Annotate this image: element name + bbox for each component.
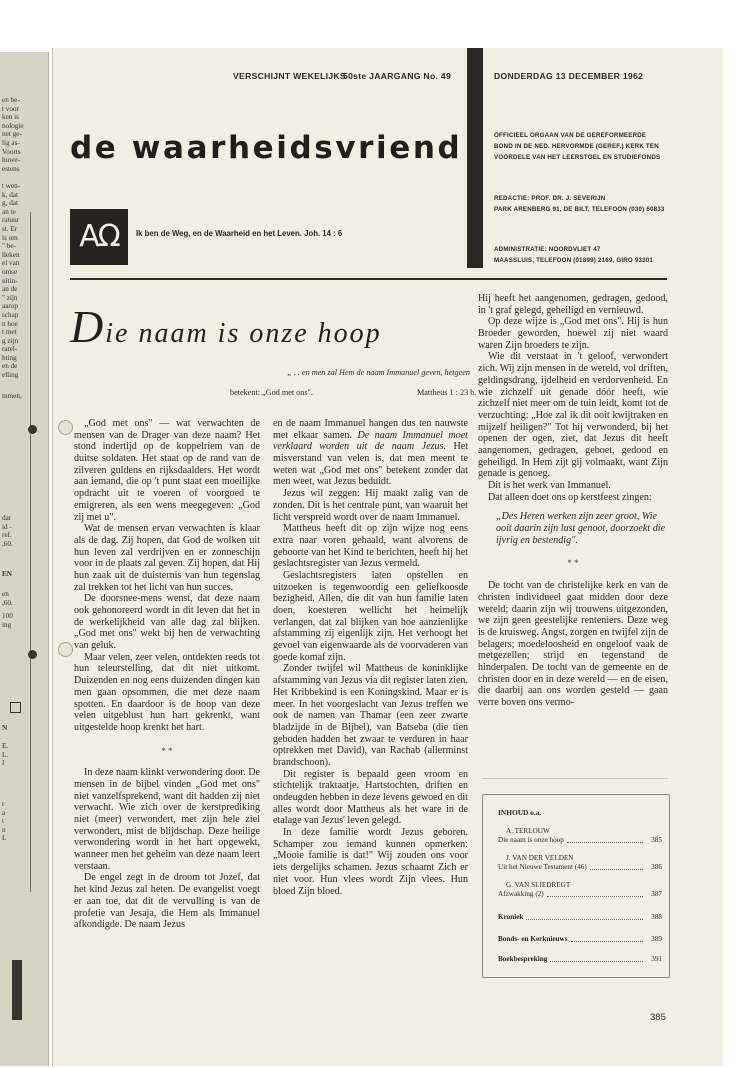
toc-entry[interactable] xyxy=(498,913,662,922)
toc-entry[interactable] xyxy=(498,827,662,845)
prev-page-fragment: EN xyxy=(2,570,12,578)
paragraph: Op deze wijze is „God met ons". Hij is hun Broeder geworden, hoewel zij niet waard waren Zijn broeders te zijn. xyxy=(478,316,668,351)
toc-title: Boekbespreking xyxy=(498,955,548,963)
paragraph: De doorsnee-mens wenst, dat deze naam ook gehonoreerd wordt in dit leven dat het in de werkelijkheid van alle dag zal blijken. „God met ons" wekt bij hen de verwachting van geluk. xyxy=(74,593,260,652)
toc-page: 386 xyxy=(651,863,662,871)
paragraph: Wat de mensen ervan verwachten is klaar als de dag. Zij hopen, dat God de wolken uit hun leven zal verdrijven en er zonneschijn voor in de plaats zal geven. Zij hopen, dat Hij hun zaak uit de duisternis van hun tegenslag zal trekken tot het licht van hun succes. xyxy=(74,523,260,593)
binder-mark xyxy=(28,650,37,659)
prev-page-fragment: r a t n L xyxy=(2,800,7,843)
toc-title: Kroniek xyxy=(498,913,524,921)
article-column-1 xyxy=(74,418,260,931)
punch-hole xyxy=(58,642,73,657)
motto: Ik ben de Weg, en de Waarheid en het Leven. Joh. 14 : 6 xyxy=(136,229,343,238)
paragraph: Mattheus heeft dit op zijn wijze nog eens extra naar voren gehaald, want alvorens de geboorte van het Kind te berichten, heeft hij het geslachtsregister van Jezus vermeld. xyxy=(273,523,468,570)
section-separator: * * xyxy=(161,745,173,756)
paragraph: Dit is het werk van Immanuel. xyxy=(488,480,611,491)
prev-page-fragment: E. L. I xyxy=(2,742,9,768)
article-column-2 xyxy=(273,418,468,897)
prev-page-fragment: en ,60. xyxy=(2,590,13,607)
paragraph: Dit register is bepaald geen vroom en stichtelijk traktaatje. Hartstochten, driften en ondeugden hebben in deze levens gewoed en dit alles wordt door Mattheus als het ware in de etalage van Jezus' leven gelegd. xyxy=(273,768,468,827)
volume-number: 50ste JAARGANG No. 49 xyxy=(343,71,452,81)
section-separator: * * xyxy=(567,558,579,569)
toc-page: 387 xyxy=(651,890,662,898)
toc-entry[interactable] xyxy=(498,854,662,872)
paragraph: Dat alleen doet ons op kerstfeest zingen: xyxy=(488,491,652,503)
paragraph: De tocht van de christelijke kerk en van de christen individueel gaat midden door deze wereld; daarin zijn wij trouwens uitgezonden, we zijn geen geestelijke renteniers. Deze weg is de kruisweg. Angst, zorgen en twijfel zijn de belagers; moedeloosheid en ongeloof vaak de metgezellen; strijd en tegenstand de hinderpalen. De tocht van de gemeente en de christen door en in deze wereld — en de eisen, die daarbij aan ons worden gesteld — gaan verre boven ons vermo- xyxy=(478,580,668,708)
prev-page-fragment: mmen, xyxy=(2,392,22,400)
prev-page-rule xyxy=(30,212,31,892)
toc-heading: INHOUD o.a. xyxy=(498,808,542,817)
prev-page-fragment: N xyxy=(2,724,8,732)
redaction-info: REDACTIE: PROF. DR. J. SEVERIJN PARK ARENBERG 91, DE BILT, TELEFOON (030) 60833 xyxy=(494,195,665,213)
article-column-3 xyxy=(478,293,668,709)
toc-title: Bonds- en Kerknieuws xyxy=(498,935,568,943)
toc-title: Uit het Nieuwe Testament (46) xyxy=(498,863,587,871)
prev-page-box xyxy=(10,702,21,713)
binder-tab xyxy=(12,960,22,1020)
prev-page-fragment: dat id - ref. ,60. xyxy=(2,514,13,548)
table-of-contents xyxy=(482,794,670,978)
toc-title: Afzwakking (2) xyxy=(498,890,544,898)
toc-author: A. TERLOUW xyxy=(506,827,550,835)
emphasis: De naam Immanuel moet verklaard worden uit de naam Jezus. xyxy=(273,429,468,453)
paragraph xyxy=(273,418,468,488)
toc-page: 391 xyxy=(651,955,662,963)
page-number: 385 xyxy=(650,1012,666,1023)
punch-hole xyxy=(58,420,73,435)
text-run: en de naam Immanuel hangen dus ten nauwste met elkaar samen. xyxy=(273,418,468,441)
frequency: VERSCHIJNT WEKELIJKS xyxy=(233,71,346,81)
prev-page-fragment: 100 ing xyxy=(2,612,13,629)
title-rest: ie naam is onze hoop xyxy=(105,318,382,349)
administration-info: ADMINISTRATIE: NOORDVLIET 47 MAASSLUIS, TELEFOON (01899) 2169, GIRO 93301 xyxy=(494,246,654,264)
paragraph: Hij heeft het aangenomen, gedragen, gedood, in 't graf gelegd, geheiligd en vernieuwd. xyxy=(478,293,668,316)
paragraph: Jezus wil zeggen: Hij maakt zalig van de zonden. Dit is het centrale punt, van waaruit het licht verspreid wordt over de naam Immanuel. xyxy=(273,488,468,523)
issue-date: DONDERDAG 13 DECEMBER 1962 xyxy=(494,71,644,81)
paragraph: De engel zegt in de droom tot Jozef, dat het kind Jezus zal heten. De evangelist voegt er aan toe, dat dit de vervulling is van de profetie van Jesaja, die Hem als Immanuel afkondigde. De naam Jezus xyxy=(74,872,260,931)
prev-page-fragment: t wen- k, dat g, dat an te ratuur st. Er is om " be- lleken el van omse uitin- an de " zijn aarop schap n hoe t met g zijn ratel- hting en de elling xyxy=(2,182,21,380)
epigraph-line: betekent: „God met ons". xyxy=(230,388,313,397)
previous-page-strip xyxy=(0,52,49,1066)
toc-top-rule xyxy=(482,778,668,779)
newspaper-title: de waarheidsvriend xyxy=(70,130,463,166)
paragraph: In deze familie wordt Jezus geboren. Schamper zou iemand kunnen opmerken: „Mooie familie is dat!" Wij zouden ons voor iets dergelijks schamen. Jezus schaamt Zich er niet voor. Hun vlees wordt Zijn vlees. Hun bloed Zijn bloed. xyxy=(273,827,468,897)
article-title xyxy=(70,300,382,353)
toc-title: Die naam is onze hoop xyxy=(498,836,564,844)
toc-entry[interactable] xyxy=(498,935,662,944)
epigraph-reference: Mattheus 1 : 23 b. xyxy=(417,388,477,397)
binder-mark xyxy=(28,425,37,434)
toc-entry[interactable] xyxy=(498,955,662,964)
masthead-rule xyxy=(70,278,667,280)
paragraph: In deze naam klinkt verwondering door. De mensen in de bijbel vinden „God met ons" niet vanzelfsprekend, want dit hadden zij niet verwacht. Wie zich over de kerstprediking niet (meer) verwondert, met zijn hele ziel verwondert, mist de blijdschap. Deze heilige verwondering wordt in het hart opgewekt, wanneer men het geheim van deze naam leert verstaan. xyxy=(74,767,260,872)
alpha-omega-logo: AΩ xyxy=(70,209,128,265)
paragraph: „God met ons" — wat verwachten de mensen van de Drager van deze naam? Het stond indertijd op de koppelriem van de duitse soldaten. Het staat op de rand van de zilveren guldens en rijksdaalders. Het wordt aan iemand, die op 't punt staat een moeilijke opdracht uit te voeren of voorgoed te emigreren, als een wens meegegeven: „God zij met u". xyxy=(74,418,260,523)
title-initial: D xyxy=(70,301,106,352)
toc-page: 389 xyxy=(651,935,662,943)
toc-page: 388 xyxy=(651,913,662,921)
epigraph-line: „ . . en men zal Hem de naam Immanuel geven, hetgeen xyxy=(287,368,470,377)
text-run: Het misverstand van velen is, dat men meent te weten wat „God met ons" betekent zonder dat men weet, wat Jezus beduidt. xyxy=(273,441,469,488)
paragraph: Wie dit verstaat in 't geloof, verwondert zich. Wij zijn mensen in de wereld, vol driften, geldingsdrang, ijdelheid en verdorvenheid. En wie zichzelf uit genade dóór heeft, wie zichzelf niet meer om de tuin leidt, komt tot de verzuchting: „Hoe zal ik dit ooit kwijtraken en mijzelf heiligen?" Tot hij verwonderd, bij het openen der ogen, ziet, dat Jezus dit heeft aangenomen, gedragen, geboet, gedood en geheiligd. In Hem zijt gij volmaakt, want Zijn genade is genoeg. xyxy=(478,351,668,480)
toc-page: 385 xyxy=(651,836,662,844)
toc-author: J. VAN DER VELDEN xyxy=(506,854,574,862)
toc-author: G. VAN SLIEDREGT xyxy=(506,881,571,889)
toc-entry[interactable] xyxy=(498,881,662,899)
paragraph: Zonder twijfel wil Mattheus de koninklijke afstamming van Jezus via dit register laten zien. Het Kribbekind is een Koningskind. Maar er is meer. In het voorgeslacht van Jezus treffen we ook de namen van Thamar (een zeer zwarte bladzijde in de Bijbel), van Batseba (die tien geboden hadden het zwaar te verduren in haar optrekken met David), van Rachab (allerminst brandschoon). xyxy=(273,663,468,768)
hymn-quote: „Des Heren werken zijn zeer groot, Wie ooit daarin zijn lust genoot, doorzoekt die ijvrig en bestendig". xyxy=(496,511,666,546)
masthead-divider xyxy=(467,48,483,268)
paragraph: Geslachtsregisters laten opstellen en uitzoeken is tegenwoordig een geliefkoosde bezigheid. Allen, die dit van hun familie laten doen, koesteren wellicht het heimelijk verlangen, dat zal blijken van hoe aanzienlijke afstamming zij eigenlijk zijn. Het verhoogt het gevoel van eigenwaarde als de voorvaderen van goede komaf zijn. xyxy=(273,569,468,663)
prev-page-fragment: en be- t voor ken is nologie net ge- lig as- Voorts huwe- estens xyxy=(2,96,24,173)
official-organ-text: OFFICIEEL ORGAAN VAN DE GEREFORMEERDE BOND IN DE NED. HERVORMDE (GEREF.) KERK TEN VOORDELE VAN HET LEERSTOEL EN STUDIEFONDS xyxy=(494,132,661,161)
paragraph: Maar velen, zeer velen, ontdekten reeds tot hun teleurstelling, dat dit niet uitkomt. Duizenden en nog eens duizenden dingen kan men gaan opsommen, die met deze naam spotten. En daardoor is de hoop van deze velen uitgeblust hun hart gekrenkt, want uitgestelde hoop krenkt het hart. xyxy=(74,651,260,733)
